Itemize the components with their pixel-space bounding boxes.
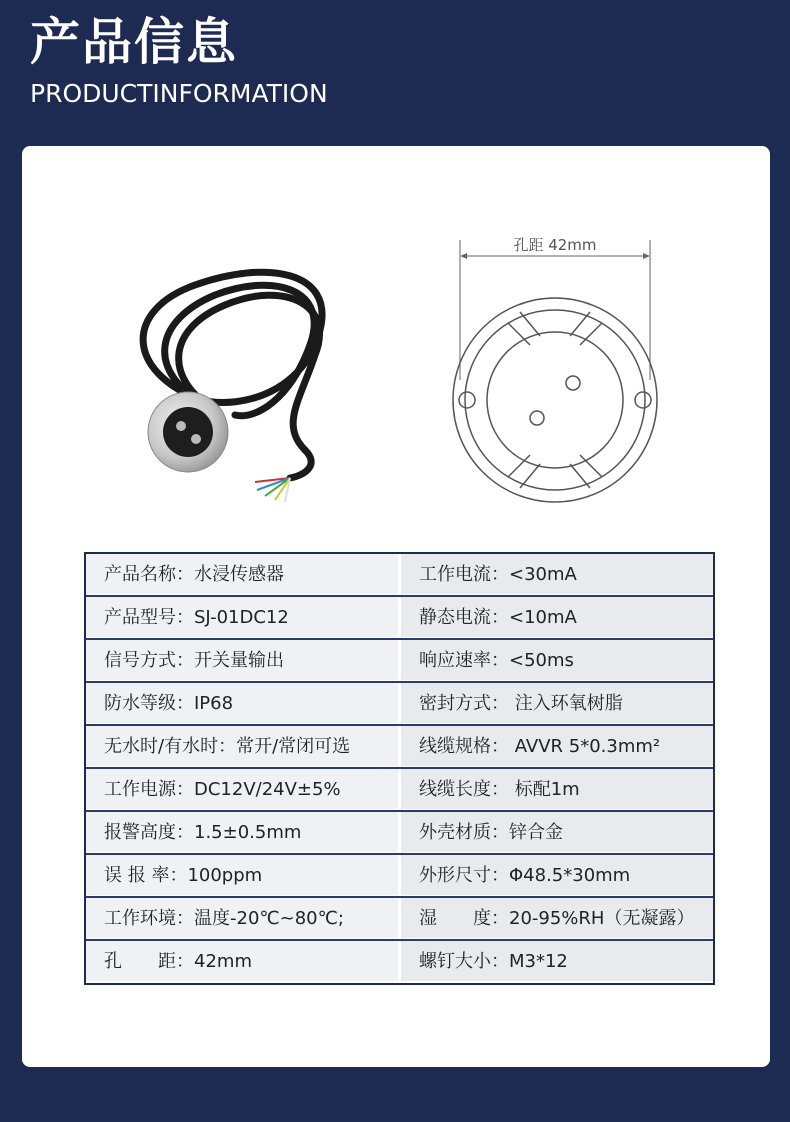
table-row bbox=[86, 769, 713, 812]
page-title: 产品信息 bbox=[30, 13, 238, 71]
spec-cell-right: 静态电流：<10mA bbox=[401, 597, 713, 637]
spec-cell-right: 工作电流：<30mA bbox=[401, 554, 713, 594]
table-row bbox=[86, 597, 713, 640]
table-row bbox=[86, 683, 713, 726]
dimension-label: 孔距 42mm bbox=[513, 236, 597, 254]
table-row bbox=[86, 898, 713, 941]
spec-cell-right: 线缆规格： AVVR 5*0.3mm² bbox=[401, 726, 713, 766]
table-row bbox=[86, 941, 713, 984]
table-row bbox=[86, 640, 713, 683]
spec-cell-left: 误 报 率：100ppm bbox=[86, 855, 398, 895]
spec-cell-right: 螺钉大小：M3*12 bbox=[401, 941, 713, 981]
spec-cell-right: 湿 度：20-95%RH（无凝露） bbox=[401, 898, 713, 938]
spec-table bbox=[84, 552, 715, 985]
spec-cell-left: 工作电源：DC12V/24V±5% bbox=[86, 769, 398, 809]
spec-cell-right: 外形尺寸：Φ48.5*30mm bbox=[401, 855, 713, 895]
spec-cell-left: 工作环境：温度-20℃~80℃; bbox=[86, 898, 398, 938]
table-row bbox=[86, 554, 713, 597]
spec-cell-left: 防水等级：IP68 bbox=[86, 683, 398, 723]
product-photo bbox=[105, 250, 405, 510]
spec-cell-left: 报警高度：1.5±0.5mm bbox=[86, 812, 398, 852]
page-subtitle: PRODUCTINFORMATION bbox=[30, 79, 328, 108]
dimension-drawing bbox=[440, 220, 680, 510]
table-row bbox=[86, 726, 713, 769]
spec-cell-left: 无水时/有水时：常开/常闭可选 bbox=[86, 726, 398, 766]
spec-cell-left: 信号方式：开关量输出 bbox=[86, 640, 398, 680]
spec-cell-right: 密封方式： 注入环氧树脂 bbox=[401, 683, 713, 723]
spec-cell-right: 线缆长度： 标配1m bbox=[401, 769, 713, 809]
spec-cell-left: 产品名称：水浸传感器 bbox=[86, 554, 398, 594]
table-row bbox=[86, 812, 713, 855]
spec-cell-right: 外壳材质：锌合金 bbox=[401, 812, 713, 852]
spec-cell-left: 产品型号：SJ-01DC12 bbox=[86, 597, 398, 637]
spec-cell-left: 孔 距：42mm bbox=[86, 941, 398, 981]
table-row bbox=[86, 855, 713, 898]
spec-cell-right: 响应速率：<50ms bbox=[401, 640, 713, 680]
